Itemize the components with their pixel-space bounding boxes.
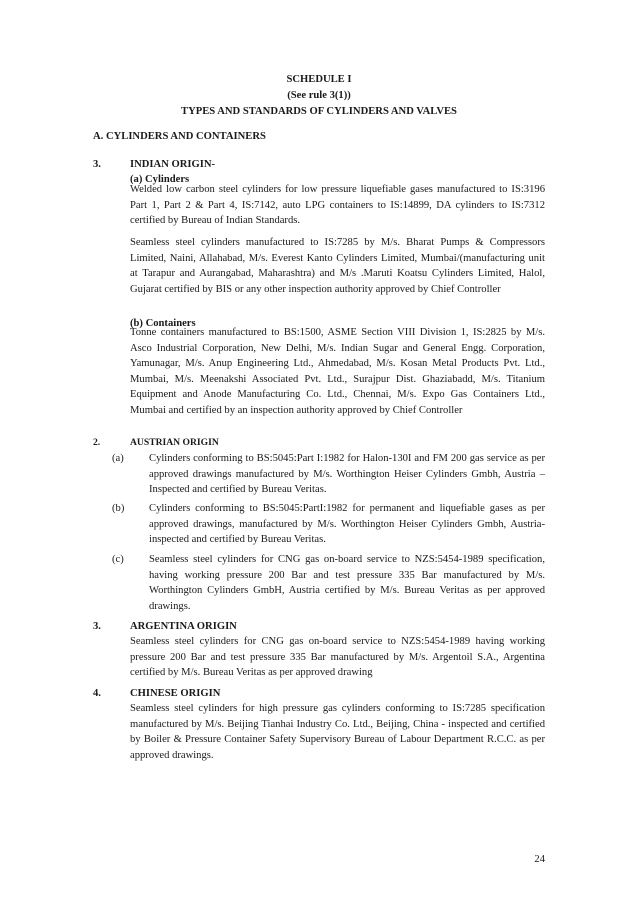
chinese-origin-heading: CHINESE ORIGIN	[130, 688, 221, 699]
argentina-origin-number: 3.	[93, 621, 101, 632]
cylinders-subheading: (a) Cylinders	[130, 174, 190, 185]
austrian-item-c-text: Seamless steel cylinders for CNG gas on-board service to NZS:5454-1989 specification, having working pressure 200 Bar and test pressure 335 Bar manufactured by M/s. Worthington Cylinders GmbH, Austria certified by M/s. Bureau Veritas as per approved drawings.	[149, 554, 545, 612]
page-number: 24	[534, 854, 545, 865]
indian-cylinders-paragraph-1: Welded low carbon steel cylinders for low pressure liquefiable gases manufactured to IS:3196 Part 1, Part 2 & Part 4, IS:7142, auto LPG containers to IS:14899, DA cylinders to IS:7312 certified by Bureau of Indian Standards.	[130, 184, 545, 227]
austrian-item-c-label: (c)	[112, 554, 124, 565]
indian-origin-heading: INDIAN ORIGIN-	[130, 159, 216, 170]
containers-subheading: (b) Containers	[130, 318, 196, 329]
argentina-origin-heading: ARGENTINA ORIGIN	[130, 621, 237, 632]
indian-containers-paragraph: Tonne containers manufactured to BS:1500, ASME Section VIII Division 1, IS:2825 by M/s. Asco Industrial Corporation, New Delhi, M/s. Indian Sugar and General Engg. Corporation, Yamunagar, M/s. Anup Engineering Ltd., Ahmedabad, M/s. Kosan Metal Products Pvt. Ltd., Mumbai, M/s. Meenakshi Associated Pvt. Ltd., Surajpur Dist. Ghaziabadd, M/s. Titanium Equipment and Anode Manufacturing Co. Ltd., Chennai, M/s. Expo Gas Containers Ltd., Mumbai and certified by an inspection authority approved by Chief Controller	[130, 327, 545, 416]
chinese-origin-number: 4.	[93, 688, 101, 699]
austrian-origin-number: 2.	[93, 437, 101, 448]
austrian-origin-heading: AUSTRIAN ORIGIN	[130, 437, 219, 448]
austrian-item-a-label: (a)	[112, 453, 124, 464]
document-heading: TYPES AND STANDARDS OF CYLINDERS AND VALVES	[181, 106, 457, 117]
section-a-heading: A. CYLINDERS AND CONTAINERS	[93, 131, 266, 142]
austrian-item-a-text: Cylinders conforming to BS:5045:Part I:1982 for Halon-130I and FM 200 gas service as per approved drawings manufactured by M/s. Worthington Heiser Cylinders Gmbh, Austria – Inspected and certified by Bureau Veritas.	[149, 453, 545, 496]
schedule-title: SCHEDULE I	[286, 74, 352, 85]
indian-origin-number: 3.	[93, 159, 101, 170]
argentina-origin-paragraph: Seamless steel cylinders for CNG gas on-board service to NZS:5454-1989 having working pressure 200 Bar and test pressure 335 Bar manufactured by M/s. Argentoil S.A., Argentina certified by M/s. Bureau Veritas as per approved drawing	[130, 636, 545, 679]
austrian-item-b-label: (b)	[112, 503, 125, 514]
chinese-origin-paragraph: Seamless steel cylinders for high pressure gas cylinders conforming to IS:7285 specification manufactured by M/s. Beijing Tianhai Industry Co. Ltd., Beijing, China - inspected and certified by Boiler & Pressure Container Safety Supervisory Bureau of Labour Department R.C.C. as per approved drawings.	[130, 703, 545, 761]
austrian-item-b-text: Cylinders conforming to BS:5045:PartI:1982 for permanent and liquefiable gases as per approved drawings, manufactured by M/s. Worthington Heiser Cylinders Gmbh, Austria-inspected and certified by Bureau Veritas.	[149, 503, 545, 546]
indian-cylinders-paragraph-2: Seamless steel cylinders manufactured to IS:7285 by M/s. Bharat Pumps & Compressors Limited, Naini, Allahabad, M/s. Everest Kanto Cylinders Limited, Mumbai/(manufacturing unit at Tarapur and Aurangabad, Maharashtra) and M/s .Maruti Koatsu Cylinders Limited, Halol, Gujarat certified by BIS or any other inspection authority approved by Chief Controller	[130, 237, 545, 295]
rule-reference: (See rule 3(1))	[287, 90, 351, 101]
